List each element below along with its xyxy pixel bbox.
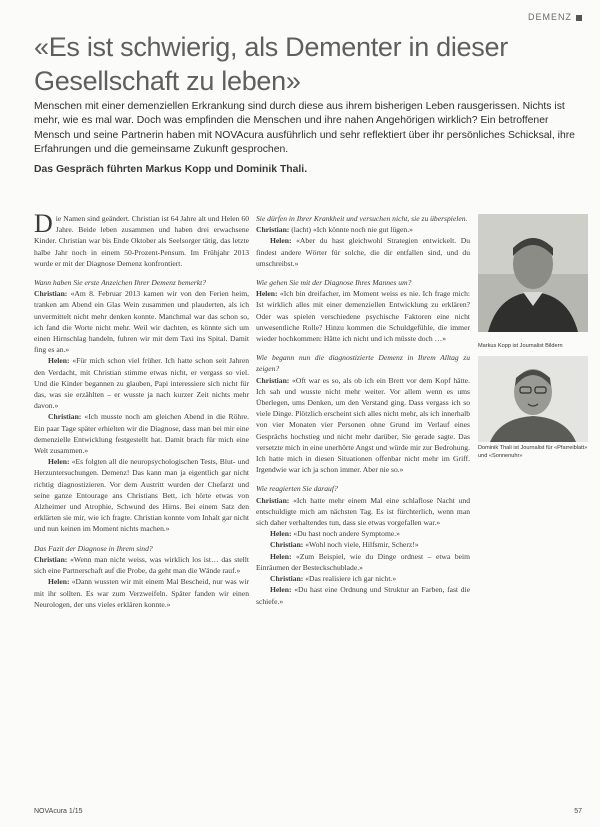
answer <box>256 584 470 606</box>
photo-caption: Markus Kopp ist Journalist Bildern <box>478 343 563 349</box>
drop-cap: D <box>34 209 53 238</box>
answer <box>256 235 470 269</box>
question: Wann haben Sie erste Anzeichen Ihrer Demenz bemerkt? <box>34 278 207 288</box>
answer <box>256 224 470 235</box>
answer <box>34 411 249 456</box>
question: Wie begann nun die diagnostizierte Demenz in Ihrem Alltag zu zeigen? <box>256 353 470 374</box>
speaker: Christian: <box>256 375 290 385</box>
answer-text: (lacht) «Ich könnte noch nie gut lügen.» <box>289 225 413 235</box>
byline: Das Gespräch führten Markus Kopp und Dominik Thali. <box>34 164 308 175</box>
answer <box>256 528 470 539</box>
speaker: Christian: <box>270 574 304 584</box>
answer-text: «Zum Beispiel, wie du Dinge ordnest – etwa beim Einräumen der Besteckschublade.» <box>256 551 470 572</box>
speaker: Helen: <box>256 289 278 299</box>
speaker: Helen: <box>270 551 292 561</box>
answer <box>34 576 249 610</box>
answer-text: «Du hast noch andere Symptome.» <box>291 529 400 539</box>
answer-text: «Oft war es so, als ob ich ein Brett vor dem Kopf hätte. Ich sah und wusste nicht mehr weiter. Vor allem wenn es ums Überlegen, ums Denken, um den Verstand ging. Dass vergass ich so viele Dinge. Plötzlich erscheint sich alles nicht mehr, als ich innerhalb von vier Monaten vier Personen ohne Grund im Verlauf eines Gesprächs hochstieg und nicht mehr darüber, Sie gerade sagte. Das versetzte mich in eine unerhörte Angst und würde mir zur Bedrohung. Ich hatte mich in diesen Situationen offenbar nicht mehr im Griff. Irgendwie war ich ja schon immer. Aber nie so.» <box>256 375 470 475</box>
answer-text: «Aber du hast gleichwohl Strategien entwickelt. Du findest andere Wörter für solche, die dir entfallen sind, und du umschreibst.» <box>256 236 470 268</box>
intro-paragraph <box>34 209 249 269</box>
speaker: Christian: <box>256 225 290 235</box>
intro-text: ie Namen sind geändert. Christian ist 64 Jahre alt und Helen 60 Jahre. Beide leben zusammen und haben drei erwachsene Kinder. Christian war bis Ende Oktober als Seelsorger tätig, das letzte halbe Jahr noch in einem 50-Prozent-Pensum. Im Frühjahr 2013 wurde er mit der Diagnose Demenz konfrontiert. <box>34 214 249 268</box>
answer-text: «Ich hatte mehr einem Mal eine schlaflose Nacht und entschuldigte mich am nächsten Tag. Es ist fürchterlich, wenn man sich daher verhaltendes tun, dass sie etwas vorgefallen war.» <box>256 495 470 528</box>
answer <box>256 539 470 550</box>
lead-paragraph: Menschen mit einer demenziellen Erkrankung sind durch diese aus ihrem bisherigen Leben rausgerissen. Nichts ist mehr, wie es mal war. Doch was empfinden die Menschen und ihre nahen Angehörigen wirklich? Ein betroffener Mensch und seine Partnerin haben mit NOVAcura ausführlich und sehr reflektiert über ihr persönliches Schicksal, ihre Erfahrungen und die gemeinsame Zukunft gesprochen. <box>34 101 575 155</box>
answer-text: «Dann wussten wir mit einem Mal Bescheid, nur was wir mit ihr sollten. Es war zum Verzweifeln. Später fanden wir einen Neurologen, der uns vieles erklären konnte.» <box>34 577 249 609</box>
section-label <box>528 12 582 22</box>
answer-text: «Für mich schon viel früher. Ich hatte schon seit Jahren den Verdacht, mit Christian stimme etwas nicht, er vergass so viel. Und die Kinder begannen zu glauben, Papi interessiere sich nicht für das, was sie erzählten – er wusste ja nach kurzer Zeit nichts mehr davon.» <box>34 356 249 411</box>
answer-text: «Du hast eine Ordnung und Struktur an Farben, fast die schiefe.» <box>256 585 470 606</box>
footer-publication: NOVAcura 1/15 <box>34 808 83 815</box>
answer <box>256 495 470 529</box>
answer-text: «Wohl noch viele, Hilfsmir, Scherz!» <box>303 540 419 550</box>
answer <box>256 551 470 573</box>
headline: «Es ist schwierig, als Dementer in dieser Gesellschaft zu leben» <box>34 32 508 96</box>
answer-text: «Wenn man nicht weiss, was wirklich los ist… das stellt sich eine Partnerschaft auf die Probe, da geht man die Wände rauf.» <box>34 554 249 576</box>
speaker: Helen: <box>48 356 70 366</box>
speaker: Helen: <box>270 529 292 539</box>
answer <box>256 573 470 584</box>
answer-text: «Am 8. Februar 2013 kamen wir von den Ferien heim, tranken am Abend ein Glas Wein zusammen und plauderten, als ich unvermittelt nicht mehr denken konnte. Manchmal war das schon so, ich fand die Worte nicht mehr. Weil wir dachten, es könnte sich um einen Hirnschlag handeln, fuhren wir mit dem Taxi ins Spital. Damit fing es an.» <box>34 289 249 355</box>
answer <box>256 288 470 344</box>
photo-caption: Dominik Thali ist Journalist für «Pfarreiblatt» und «Sonnenuhr» <box>478 445 588 459</box>
speaker: Christian: <box>270 540 304 550</box>
section-text: DEMENZ <box>528 12 572 22</box>
answer <box>256 375 470 476</box>
section-square-icon <box>576 15 582 21</box>
speaker: Christian: <box>34 554 68 564</box>
answer-text: «Es folgten all die neuropsychologischen Tests, Blut- und Herzuntersuchungen. Demenz! Das kann man ja eigentlich gar nicht richtig diagnostizieren. Vor dem Austritt wurden der Chefarzt und seine ganze Entourage ans Christians Bett, ich hörte etwas von Alzheimer und Atrophie, Schwund des Hirns. Bei einem Satz den erklärten sie mir, wie ich fragte. Christian konnte vom Inhalt gar nicht und nun keinen im Moment nichts machen.» <box>34 457 249 534</box>
speaker: Christian: <box>256 495 290 505</box>
question: Wie reagierten Sie darauf? <box>256 484 338 494</box>
answer <box>34 554 249 576</box>
speaker: Christian: <box>34 289 68 299</box>
page-number: 57 <box>574 808 582 815</box>
speaker: Helen: <box>48 457 70 467</box>
article-column-2 <box>256 213 470 607</box>
portrait-photo-markus-kopp <box>478 214 588 332</box>
answer <box>34 288 249 355</box>
question: Wie gehen Sie mit der Diagnose Ihres Mannes um? <box>256 278 412 288</box>
portrait-photo-dominik-thali <box>478 356 588 442</box>
answer <box>34 355 249 411</box>
speaker: Helen: <box>48 577 70 587</box>
speaker: Christian: <box>48 412 82 422</box>
article-column-1 <box>34 209 249 610</box>
answer <box>34 456 249 534</box>
answer-text: «Das realisiere ich gar nicht.» <box>303 574 397 584</box>
speaker: Helen: <box>270 585 292 595</box>
question: Das Fazit der Diagnose in Ihrem sind? <box>34 543 153 553</box>
speaker: Helen: <box>270 236 292 246</box>
answer-text: «Ich musste noch am gleichen Abend in die Röhre. Ein paar Tage später erhielten wir die Diagnose, dass man bei mir eine demenzielle Entwicklung festgestellt hat. Damit brach für mich eine Welt zusammen.» <box>34 412 249 456</box>
answer-text: «Ich bin dreifacher, im Moment weiss es nie. Ich frage mich: Ist wirklich alles mit einer demenziellen Entwicklung zu erklären? Oder was spielen verschiedene psychische Faktoren eine nicht unwesentliche Rolle? Hinzu kommen die Schuldgefühle, die immer wieder hochkommen: Hätte ich nicht und ich müsste doch …» <box>256 289 470 344</box>
question: Sie dürfen in Ihrer Krankheit und versuchen nicht, sie zu überspielen. <box>256 214 468 223</box>
